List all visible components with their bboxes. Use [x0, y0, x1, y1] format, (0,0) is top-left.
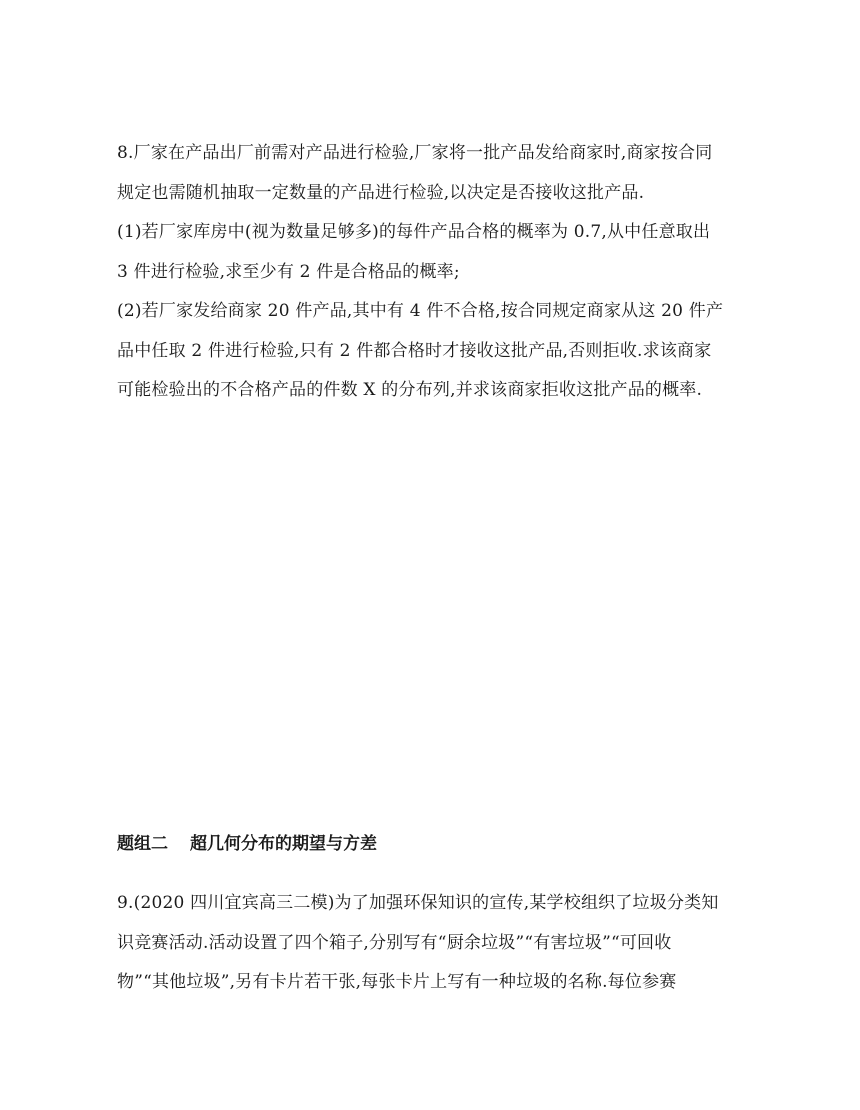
- section-heading: [117, 832, 377, 856]
- problem-8-line-2: 规定也需随机抽取一定数量的产品进行检验,以决定是否接收这批产品.: [117, 183, 645, 203]
- problem-9-line-2: 识竞赛活动.活动设置了四个箱子,分别写有“厨余垃圾”“有害垃圾”“可回收: [117, 933, 672, 953]
- problem-9-line-1: 9.(2020 四川宜宾高三二模)为了加强环保知识的宣传,某学校组织了垃圾分类知: [117, 893, 719, 913]
- problem-8-line-1: 8.厂家在产品出厂前需对产品进行检验,厂家将一批产品发给商家时,商家按合同: [117, 143, 713, 163]
- problem-8-line-4: 3 件进行检验,求至少有 2 件是合格品的概率;: [117, 262, 460, 282]
- problem-8-line-5: (2)若厂家发给商家 20 件产品,其中有 4 件不合格,按合同规定商家从这 20 件产: [117, 301, 724, 321]
- section-label: 题组二: [117, 834, 168, 854]
- problem-8-line-7: 可能检验出的不合格产品的件数 X 的分布列,并求该商家拒收这批产品的概率.: [117, 380, 703, 400]
- problem-8-line-3: (1)若厂家库房中(视为数量足够多)的每件产品合格的概率为 0.7,从中任意取出: [117, 222, 711, 242]
- problem-9-line-3: 物”“其他垃圾”,另有卡片若干张,每张卡片上写有一种垃圾的名称.每位参赛: [117, 972, 677, 992]
- section-title: 超几何分布的期望与方差: [190, 834, 377, 854]
- problem-8-line-6: 品中任取 2 件进行检验,只有 2 件都合格时才接收这批产品,否则拒收.求该商家: [117, 341, 712, 361]
